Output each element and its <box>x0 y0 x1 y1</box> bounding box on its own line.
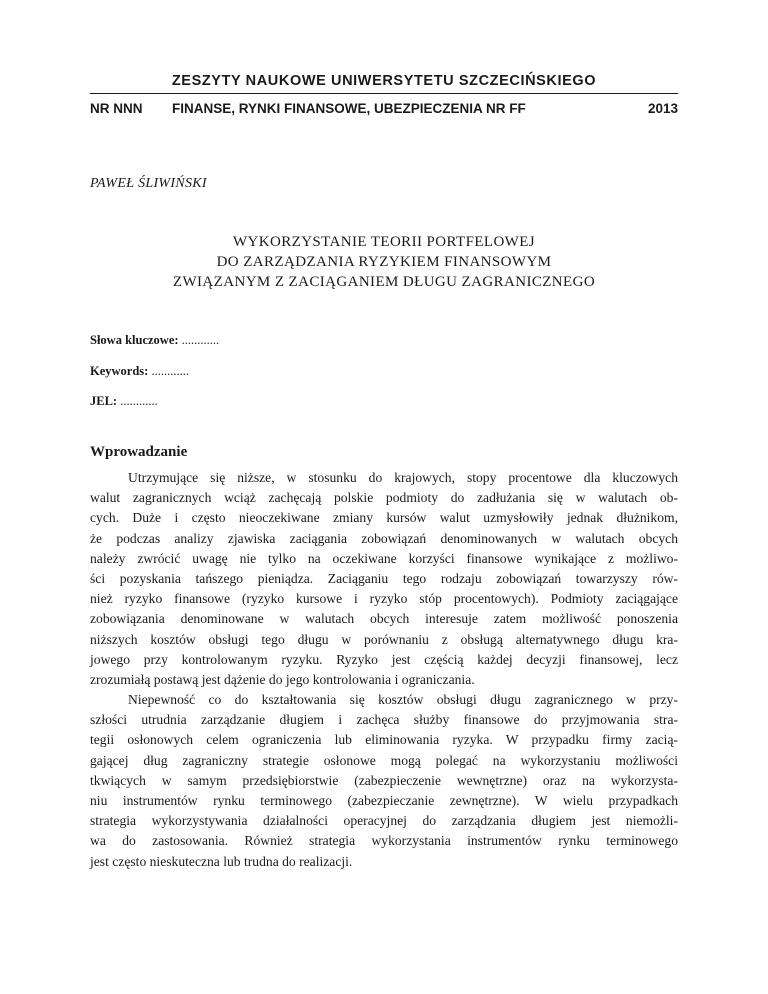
series-name: FINANSE, RYNKI FINANSOWE, UBEZPIECZENIA NR FF <box>172 101 526 116</box>
jel-label: JEL: <box>90 394 118 408</box>
paragraph-line: zrozumiałą postawą jest dążenie do jego kontrolowania i ograniczania. <box>90 671 475 687</box>
paragraph-line: nież ryzyko finansowe (ryzyko kursowe i ryzyko stóp procentowych). Podmioty zaciągające <box>90 591 678 607</box>
paragraph-line: jest często nieskuteczna lub trudna do realizacji. <box>90 853 353 869</box>
keywords-pl-value: ............ <box>181 333 220 347</box>
paper-title <box>90 232 678 292</box>
series-row <box>90 100 678 118</box>
paragraph-line: ści pozyskania tańszego pieniądza. Zaciąganiu tego rodzaju zobowiązań towarzyszy rów- <box>90 570 678 586</box>
jel-codes <box>90 393 158 409</box>
paragraph-line: strategia wykorzystywania działalności operacyjnej do zarządzania długiem jest niemożli- <box>90 813 678 829</box>
keywords-pl-label: Słowa kluczowe: <box>90 333 179 347</box>
keywords-en-label: Keywords: <box>90 364 149 378</box>
body-text <box>90 468 678 872</box>
paragraph-line: wa do zastosowania. Również strategia wykorzystania instrumentów rynku terminowego <box>90 833 678 849</box>
keywords-en <box>90 363 189 379</box>
paragraph-line: że podczas analizy zjawiska zaciągania zobowiązań denominowanych w walutach obcych <box>90 530 678 546</box>
title-line: DO ZARZĄDZANIA RYZYKIEM FINANSOWYM <box>216 254 552 270</box>
paragraph-line: tkwiących w samym przedsiębiorstwie (zabezpieczenie wewnętrzne) oraz na wykorzysta- <box>90 772 678 788</box>
keywords-pl <box>90 332 219 348</box>
issue-number: NR NNN <box>90 101 143 116</box>
header-rule <box>90 93 678 94</box>
title-line: ZWIĄZANYM Z ZACIĄGANIEM DŁUGU ZAGRANICZNEGO <box>172 274 596 290</box>
paragraph-line: tegii osłonowych celem ograniczenia lub eliminowania ryzyka. W przypadku firmy zacią- <box>90 732 678 748</box>
paragraph-line: niu instrumentów rynku terminowego (zabezpieczanie zewnętrzne). W wielu przypadkach <box>90 793 678 808</box>
paragraph-line: gającej dług zagraniczny strategie osłonowe mogą polegać na wykorzystaniu możliwości <box>90 752 678 768</box>
section-heading: Wprowadzanie <box>90 444 188 460</box>
paragraph-line: zobowiązania denominowane w walutach obcych interesuje zatem możliwość ponoszenia <box>90 611 678 627</box>
issue-year: 2013 <box>647 101 678 116</box>
jel-value: ............ <box>120 394 158 408</box>
title-line: WYKORZYSTANIE TEORII PORTFELOWEJ <box>232 234 536 250</box>
paragraph-line: Niepewność co do kształtowania się kosztów obsługi długu zagranicznego w przy- <box>128 692 678 708</box>
keywords-en-value: ............ <box>151 364 189 378</box>
paragraph-line: należy zwrócić uwagę nie tylko na oczekiwane korzyści finansowe wynikające z możliwo- <box>90 550 678 566</box>
paragraph-line: Utrzymujące się niższe, w stosunku do krajowych, stopy procentowe dla kluczowych <box>128 470 678 485</box>
paragraph-line: niższych kosztów obsługi tego długu w porównaniu z obsługą alternatywnego długu kra- <box>90 631 678 647</box>
paragraph-line: cych. Duże i często nieoczekiwane zmiany kursów walut uzmysłowiły jednak dłużnikom, <box>90 510 678 526</box>
paragraph-line: walut zagranicznych wciąż zachęcają polskie podmioty do zadłużania się w walutach ob- <box>90 490 678 506</box>
author-name: PAWEŁ ŚLIWIŃSKI <box>90 176 207 191</box>
journal-title: ZESZYTY NAUKOWE UNIWERSYTETU SZCZECIŃSKIEGO <box>171 73 597 89</box>
paragraph-line: szłości utrudnia zarządzanie długiem i zachęca służby finansowe do przyjmowania stra- <box>90 712 678 728</box>
paragraph-line: jowego przy kontrolowanym ryzyku. Ryzyko jest częścią każdej decyzji finansowej, lecz <box>90 651 678 667</box>
